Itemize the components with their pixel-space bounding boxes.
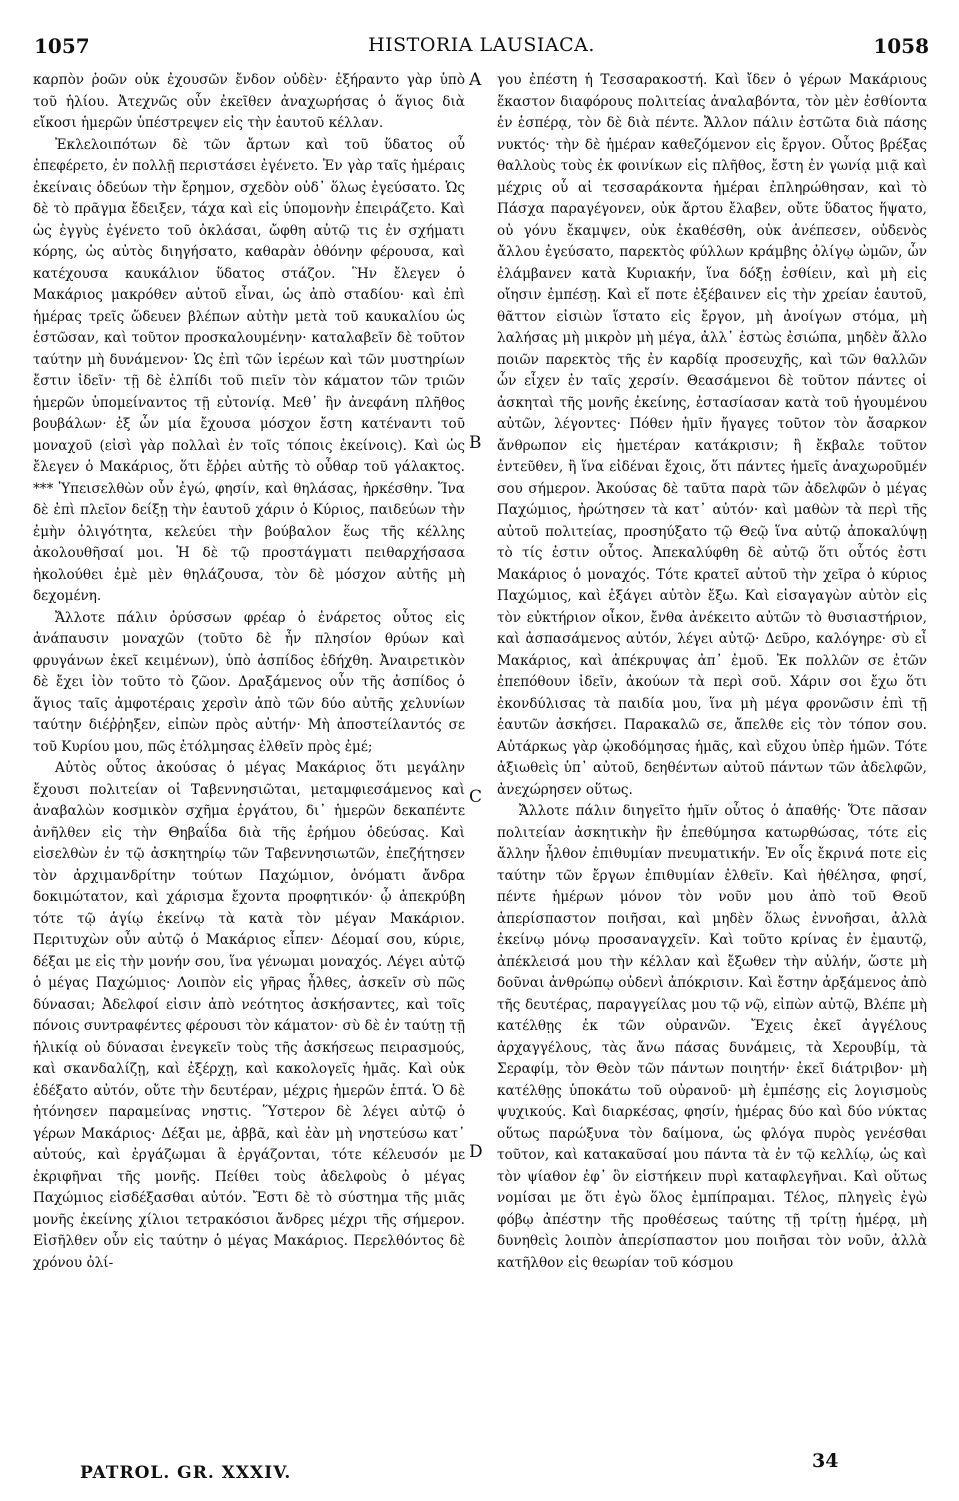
paragraph: Ἄλλοτε πάλιν ὀρύσσων φρέαρ ὁ ἐνάρετος οὗτος εἰς ἀνάπαυσιν μοναχῶν (τοῦτο δὲ ἦν πλησίον θρύων καὶ φρυγάνων ἐκεῖ κειμένων), ὑπὸ ἀσπίδος ἐδήχθη. Ἀναιρετικὸν δὲ ἔχει ἰὸν τοῦτο τὸ ζῶον. Δραξάμενος οὖν τῆς ἀσπίδος ὁ ἅγιος ταῖς ἀμφοτέραις χερσὶν ἀπὸ τῶν δύο αὐτῆς χελυνίων ταύτην διέῤῥηξεν, εἰπὼν πρὸς αὐτήν· Μὴ ἀποστείλαντός σε τοῦ Κυρίου μου, πῶς ἐτόλμησας ἐλθεῖν πρὸς ἐμέ; <box>33 609 465 755</box>
section-marker: C <box>469 787 483 807</box>
paragraph: καρπὸν ῥοῶν οὐκ ἐχουσῶν ἔνδον οὐδὲν· ἐξήραντο γὰρ ὑπὸ τοῦ ἡλίου. Ἀτεχνῶς οὖν ἐκεῖθεν ἀναχωρήσας ὁ ἅγιος διὰ εἴκοσι ἡμερῶν ὑπέστρεψεν εἰς τὴν ἑαυτοῦ κέλλαν. <box>33 72 465 131</box>
page-header <box>34 34 929 60</box>
running-title: HISTORIA LAUSIACA. <box>368 34 595 56</box>
section-marker: A <box>469 70 482 90</box>
right-column <box>497 70 927 1274</box>
page-number-right: 1058 <box>873 34 929 58</box>
paragraph: Αὐτὸς οὗτος ἀκούσας ὁ μέγας Μακάριος ὅτι μεγάλην ἔχουσι πολιτείαν οἱ Ταβεννησιῶται, μεταμφιεσάμενος καὶ ἀναβαλὼν κοσμικὸν σχῆμα ἐργάτου, δι᾽ ἡμερῶν δεκαπέντε ἀνῆλθεν εἰς τὴν Θηβαΐδα διὰ τῆς ἐρήμου ὁδεύσας. Καὶ εἰσελθὼν ἐν τῷ ἀσκητηρίῳ τῶν Ταβεννησιωτῶν, ἐπεζήτησεν τὸν ἀρχιμανδρίτην τούτων Παχώμιον, ὀνόματι ἄνδρα δοκιμώτατον, καὶ χάρισμα ἔχοντα προφητικόν· ᾧ ἀπεκρύβη τότε τῷ ἁγίῳ ἐκείνῳ τὰ κατὰ τὸν μέγαν Μακάριον. Περιτυχὼν οὖν αὐτῷ ὁ Μακάριος εἶπεν· Δέομαί σου, κύριε, δέξαι με εἰς τὴν μονήν σου, ἵνα γένωμαι μοναχός. Λέγει αὐτῷ ὁ μέγας Παχώμιος· Λοιπὸν εἰς γῆρας ἦλθες, ἀσκεῖν σὺ πῶς δύνασαι; Ἀδελφοί εἰσιν ἀπὸ νεότητος ἀσκήσαντες, καὶ τοῖς πόνοις συντραφέντες φέρουσι τὸν κάματον· σὺ δὲ ἐν ταύτῃ τῇ ἡλικίᾳ οὐ δύνασαι ἐνεγκεῖν τοὺς τῆς ἀσκήσεως πειρασμούς, καὶ σκανδαλίζῃ, καὶ ἐξέρχῃ, καὶ κακολογεῖς ἡμᾶς. Καὶ οὐκ ἐδέξατο αὐτόν, οὔτε τὴν δευτέραν, μέχρις ἡμερῶν ἑπτά. Ὁ δὲ ἠτόνησεν παραμείνας νηστις. Ὕστερον δὲ λέγει αὐτῷ ὁ γέρων Μακάριος· Δέξαι με, ἀββᾶ, καὶ ἐὰν μὴ νηστεύσω κατ᾽ αὐτούς, καὶ ἐργάζωμαι ἃ ἐργάζονται, τότε κέλευσόν με ἐκριφῆναι τῆς μονῆς. Πείθει τοὺς ἀδελφοὺς ὁ μέγας Παχώμιος εἰσδέξασθαι αὐτόν. Ἔστι δὲ τὸ σύστημα τῆς μιᾶς μονῆς ἐκείνης χίλιοι τετρακόσιοι ἄνδρες μέχρι τῆς σήμερον. Εἰσῆλθεν οὖν εἰς ταύτην ὁ μέγας Μακάριος. Περελθόντος δὲ χρόνου ὀλί- <box>33 760 465 1271</box>
page-number-left: 1057 <box>34 34 90 58</box>
section-marker: D <box>469 1142 483 1162</box>
section-marker: B <box>469 433 482 453</box>
footer-signature: PATROL. GR. XXXIV. <box>80 1463 292 1483</box>
paragraph: γου ἐπέστη ἡ Τεσσαρακοστή. Καὶ ἴδεν ὁ γέρων Μακάριους ἕκαστον διαφόρους πολιτείας ἀναλαβόντα, τὸν μὲν ἐσθίοντα ἐν ἑσπέρᾳ, τὸν δὲ διὰ πέντε. Ἄλλον πάλιν ἑστῶτα διὰ πάσης νυκτός· τὴν δὲ ἡμέραν καθεζόμενον εἰς ἔργον. Οὗτος βρέξας θαλλοὺς τοὺς ἐκ φοινίκων εἰς πλῆθος, ἔστη ἐν γωνίᾳ μιᾷ καὶ μέχρις οὗ αἱ τεσσαράκοντα ἡμέραι ἐπληρώθησαν, καὶ τὸ Πάσχα παραγέγονεν, οὐκ ἄρτου ἔλαβεν, οὔτε ὕδατος ἥψατο, οὐ γόνυ ἔκαμψεν, οὐκ ἐκαθέσθη, οὐκ ἀνέπεσεν, οὐδενὸς ἄλλου ἐγεύσατο, παρεκτὸς φύλλων κράμβης ὀλίγῳ ὠμῶν, ὧν ἐλάμβανεν κατὰ Κυριακήν, ἵνα δόξῃ ἐσθίειν, καὶ μὴ εἰς οἴησιν ἐμπέσῃ. Καὶ εἴ ποτε ἐξέβαινεν εἰς τὴν χρείαν ἑαυτοῦ, θᾶττον εἰσιὼν ἵστατο εἰς ἔργον, μὴ ἀνοίγων στόμα, μὴ λαλήσας μὴ μικρὸν μὴ μέγα, ἀλλ᾽ ἑστὼς ἐσιώπα, μηδὲν ἄλλο ποιῶν παρεκτὸς τῆς ἐν καρδίᾳ προσευχῆς, καὶ τῶν θαλλῶν ὧν εἶχεν ἐν ταῖς χερσίν. Θεασάμενοι δὲ τοῦτον πάντες οἱ ἀσκηταὶ τῆς μονῆς ἐκείνης, ἐστασίασαν κατὰ τοῦ ἡγουμένου αὐτῶν, λέγοντες· Πόθεν ἡμῖν ἤγαγες τοῦτον τὸν ἄσαρκον ἄνθρωπον εἰς ἡμετέραν κατάκρισιν; ἢ ἔκβαλε τοῦτον ἐντεῦθεν, ἢ ἵνα εἰδέναι ἔχοις, ὅτι πάντες ἡμεῖς ἀναχωροῦμέν σου σήμερον. Ἀκούσας δὲ ταῦτα παρὰ τῶν ἀδελφῶν ὁ μέγας Παχώμιος, ἠρώτησεν τὰ κατ᾽ αὐτόν· καὶ μαθὼν τὰ περὶ τῆς αὐτοῦ πολιτείας, προσηύξατο τῷ Θεῷ ἵνα αὐτῷ ἀποκαλύψῃ τὸ τίς ἐστιν οὗτος. Ἀπεκαλύφθη δὲ αὐτῷ ὅτι οὗτός ἐστι Μακάριος ὁ μοναχός. Τότε κρατεῖ αὐτοῦ τὴν χεῖρα ὁ κύριος Παχώμιος, καὶ ἐξάγει αὐτὸν ἔξω. Καὶ εἰσαγαγὼν αὐτὸν εἰς τὸν εὐκτήριον οἶκον, ἔνθα ἀνέκειτο αὐτῶν τὸ θυσιαστήριον, καὶ ἀσπασάμενος αὐτόν, λέγει αὐτῷ· Δεῦρο, καλόγηρε· σὺ εἶ Μακάριος, καὶ ἀπέκρυψας ἀπ᾽ ἐμοῦ. Ἐκ πολλῶν σε ἐτῶν ἐπεπόθουν ἰδεῖν, ἀκούων τὰ περὶ σοῦ. Χάριν σοι ἔχω ὅτι ἐκονδύλισας τὰ παιδία μου, ἵνα μὴ μέγα φρονῶσιν ἐπὶ τῇ ἑαυτῶν ἀσκήσει. Παρακαλῶ σε, ἄπελθε εἰς τὸν τόπον σου. Αὐτάρκως γὰρ ᾠκοδόμησας ἡμᾶς, καὶ εὔχου ὑπὲρ ἡμῶν. Τότε ἀξιωθεὶς ὑπ᾽ αὐτοῦ, δεηθέντων αὐτοῦ πάντων τῶν ἀδελφῶν, ἀνεχώρησεν οὕτως. <box>497 72 927 798</box>
paragraph: Ἄλλοτε πάλιν διηγεῖτο ἡμῖν οὗτος ὁ ἀπαθής· Ὅτε πᾶσαν πολιτείαν ἀσκητικὴν ἣν ἐπεθύμησα κατωρθώσας, τότε εἰς ἄλλην ἦλθον ἐπιθυμίαν πνευματικήν. Ἐν οἷς ἔκρινά ποτε εἰς ταύτην τῶν ἔργων ἐπιθυμίαν ἐλθεῖν. Καὶ ἠθέλησα, φησί, πέντε ἡμέρων μόνον τὸν νοῦν μου ἀπὸ τοῦ Θεοῦ ἀπερίσπαστον ποιῆσαι, καὶ μηδὲν ὅλως ἐννοῆσαι, ἀλλὰ ἐκείνῳ μόνῳ προσαναγχεῖν. Καὶ τοῦτο κρίνας ἐν ἐμαυτῷ, ἀπέκλεισά μου τὴν κέλλαν καὶ ἔξωθεν τὴν αὐλήν, ὥστε μὴ δοῦναι ἀνθρώπῳ οὐδενὶ ἀπόκρισιν. Καὶ ἔστην ἀρξάμενος ἀπὸ τῆς δευτέρας, παραγγείλας μου τῷ νῷ, εἰπὼν αὐτῷ, Βλέπε μὴ κατέλθῃς ἐκ τῶν οὐρανῶν. Ἔχεις ἐκεῖ ἀγγέλους ἀρχαγγέλους, τὰς ἄνω πάσας δυνάμεις, τὰ Χερουβίμ, τὰ Σεραφίμ, τὸν Θεὸν τῶν πάντων ποιητήν· ἐκεῖ διάτριβον· μὴ κατέλθῃς ὑποκάτω τοῦ οὐρανοῦ· μὴ ἐμπέσῃς εἰς λογισμοὺς ψυχικούς. Καὶ διαρκέσας, φησίν, ἡμέρας δύο καὶ δύο νύκτας οὕτως παρώξυνα τὸν δαίμονα, ὡς φλόγα πυρὸς γενέσθαι τοῦτον, καὶ κατακαῦσαί μου πάντα τὰ ἐν τῷ κελλίῳ, ὡς καὶ τὸν ψίαθον ἐφ᾽ ὃν εἱστήκειν πυρὶ καταφλεγῆναι. Καὶ οὕτως νομίσαι με ὅτι ἐγὼ ὅλος ἐμπίπραμαι. Τέλος, πληγεὶς ἐγὼ φόβῳ ἀπέστην τῆς προθέσεως ταύτης τῇ τρίτῃ ἡμέρᾳ, μὴ δυνηθεὶς λοιπὸν ἀπερίσπαστον μου ποιῆσαι τὸν νοῦν, ἀλλὰ κατῆλθον εἰς θεωρίαν τοῦ κόσμου <box>497 803 927 1271</box>
paragraph: Ἐκλελοιπότων δὲ τῶν ἄρτων καὶ τοῦ ὕδατος οὗ ἐπεφέρετο, ἐν πολλῇ περιστάσει ἐγένετο. Ἐν γὰρ ταῖς ἡμέραις ἐκείναις ὁδεύων τὴν ἔρημον, σχεδὸν οὐδ᾽ ὅλως ἐγεύσατο. Ὡς δὲ τὸ πρᾶγμα ἔδειξεν, τάχα καὶ εἰς ὑπομονὴν ἐπειράζετο. Καὶ ὡς ἐγγὺς ἐγένετο τοῦ ὀκλάσαι, ὤφθη αὐτῷ τις ἐν σχήματι κόρης, ὡς αὐτὸς διηγήσατο, καθαρὰν ὀθόνην φέρουσα, καὶ κατέχουσα καυκάλιον ὕδατος στάζον. Ἣν ἔλεγεν ὁ Μακάριος μακρόθεν αὐτοῦ εἶναι, ὡς ἀπὸ σταδίου· καὶ ἐπὶ ἡμέρας τρεῖς ὥδευεν βλέπων αὐτὴν μετὰ τοῦ καυκαλίου ὡς ἑστῶσαν, καὶ τοῦτον προσκαλουμένην· καταλαβεῖν δὲ τοῦτον ταύτην μὴ δυνάμενον· Ὡς ἐπὶ τῶν ἱερέων καὶ τῶν μυστηρίων ἔστιν ἰδεῖν· τῇ δὲ ἐλπίδι τοῦ πιεῖν τὸν κάματον τῶν τριῶν ἡμερῶν ὑπομείναντος τῇ εὐτονίᾳ. Μεθ᾽ ἣν ἀνεφάνη πλῆθος βουβάλων· ἐξ ὧν μία ἔχουσα μόσχον ἔστη κατέναντι τοῦ μοναχοῦ (εἰσὶ γὰρ πολλαὶ ἐν τοῖς τόποις ἐκείνοις). Καὶ ὡς ἔλεγεν ὁ Μακάριος, ὅτι ἔῤῥει αὐτῆς τὸ οὖθαρ τοῦ γάλακτος. *** Ὑπεισελθὼν οὖν ἐγώ, φησίν, καὶ θηλάσας, ἠρκέσθην. Ἵνα δὲ ἐπὶ πλεῖον δείξῃ τὴν ἑαυτοῦ χάριν ὁ Κύριος, παιδεύων τὴν ἐμὴν ὀλιγότητα, κελεύει τὴν βούβαλον ἕως τῆς κέλλης ἀκολουθῆσαί μοι. Ἡ δὲ τῷ προστάγματι πειθαρχήσασα ἠκολούθει ἐμὲ μὲν θηλάζουσα, τὸν δὲ μόσχον αὐτῆς μὴ δεχομένη. <box>33 136 465 604</box>
left-column <box>33 70 465 1274</box>
footer-sheet-number: 34 <box>812 1450 839 1472</box>
